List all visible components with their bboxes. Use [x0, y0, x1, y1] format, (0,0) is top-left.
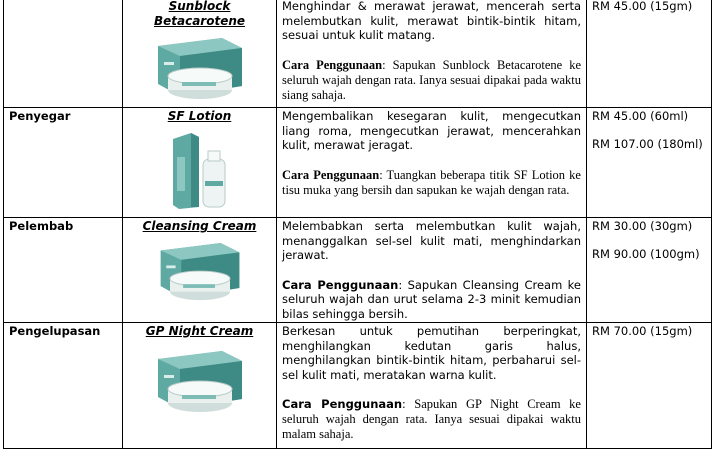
lotion-bottle-box-image	[165, 127, 235, 211]
product-table	[3, 0, 712, 449]
cream-jar-box-image	[152, 342, 248, 422]
usage-text: Cara Penggunaan: Tuangkan beberapa titik SF Lotion ke tisu muka yang bersih dan sapukan ke wajah dengan rata.	[282, 167, 581, 197]
product-cell	[123, 218, 277, 323]
category-cell: Pelembab	[4, 218, 123, 323]
description-text: Menghindar & merawat jerawat, mencerah serta melembutkan kulit, merawat bintik-bintik hitam, sesuai untuk kulit matang.	[282, 0, 581, 42]
table-row	[4, 0, 712, 108]
description-cell	[277, 323, 587, 449]
description-cell	[277, 0, 587, 108]
price-cell	[587, 108, 712, 218]
product-name: SF Lotion	[167, 109, 232, 123]
price-cell	[587, 0, 712, 108]
description-cell	[277, 218, 587, 323]
category-cell	[4, 0, 123, 108]
price-text: RM 30.00 (30gm)	[592, 219, 693, 233]
price-text: RM 107.00 (180ml)	[592, 136, 703, 151]
description-text: Berkesan untuk pemutihan berperingkat, menghilangkan kedutan garis halus, menghilangkan bintik-bintik hitam, perbaharui sel-sel kulit mati, meratakan warna kulit.	[282, 324, 581, 382]
table-row	[4, 323, 712, 449]
product-name: Sunblock Betacarotene	[153, 0, 246, 28]
description-text: Mengembalikan kesegaran kulit, mengecutkan liang roma, mengecutkan jerawat, mencerahkan kulit, merawat jeragat.	[282, 109, 581, 152]
price-cell	[587, 323, 712, 449]
price-text: RM 70.00 (15gm)	[592, 324, 693, 338]
price-cell	[587, 218, 712, 323]
product-name: GP Night Cream	[145, 324, 254, 338]
price-text: RM 45.00 (15gm)	[592, 0, 693, 13]
product-cell	[123, 323, 277, 449]
category-cell: Penyegar	[4, 108, 123, 218]
description-text: Melembabkan serta melembutkan kulit wajah, menanggalkan sel-sel kulit mati, menghindarkan jerawat.	[282, 219, 581, 262]
category-cell: Pengelupasan	[4, 323, 123, 449]
usage-text: Cara Penggunaan: Sapukan GP Night Cream ke seluruh wajah dengan rata. Ianya sesuai dipakai waktu malam sahaja.	[282, 397, 581, 441]
usage-text: Cara Penggunaan: Sapukan Sunblock Betacarotene ke seluruh wajah dengan rata. Ianya sesuai dipakai pada waktu siang sahaja.	[282, 57, 581, 102]
cream-jar-box-image	[155, 237, 245, 307]
product-cell	[123, 0, 277, 108]
price-text: RM 45.00 (60ml)	[592, 109, 689, 123]
table-row	[4, 218, 712, 323]
price-text: RM 90.00 (100gm)	[592, 246, 700, 261]
table-row	[4, 108, 712, 218]
cream-jar-box-image	[152, 32, 248, 106]
product-cell	[123, 108, 277, 218]
usage-text: Cara Penggunaan: Sapukan Cleansing Cream ke seluruh wajah dan urut selama 2-3 minit kemudian bilas sehingga bersih.	[282, 277, 581, 321]
product-name: Cleansing Cream	[142, 219, 257, 233]
description-cell	[277, 108, 587, 218]
